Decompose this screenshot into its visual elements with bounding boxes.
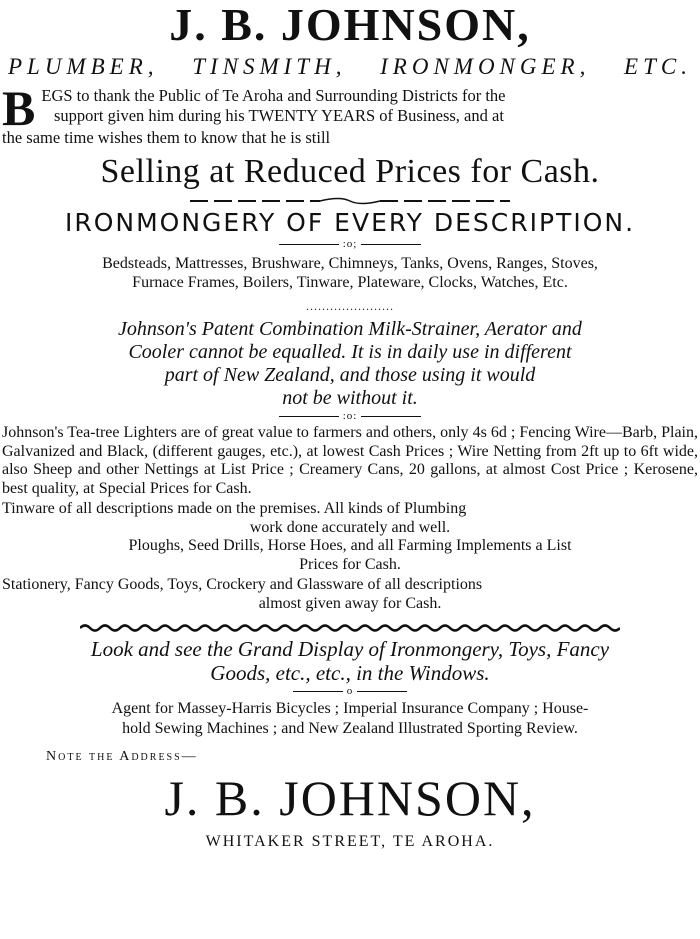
agent-paragraph: [2, 699, 698, 739]
strainer-line-3: part of New Zealand, and those using it would: [164, 364, 536, 386]
stationery-line-2: almost given away for Cash.: [258, 594, 442, 612]
intro-paragraph: [2, 80, 698, 148]
display-paragraph: [2, 637, 698, 685]
ploughs-line-1: Ploughs, Seed Drills, Horse Hoes, and all Farming Implements a List: [128, 537, 572, 554]
ornamental-rule: [190, 196, 510, 206]
separator-2-text: :o:: [342, 410, 358, 422]
note-address: Note the Address—: [46, 749, 198, 764]
trade-tinsmith: TINSMITH,: [192, 54, 347, 79]
trade-ironmonger: IRONMONGER,: [380, 54, 591, 79]
display-line-1: Look and see the Grand Display of Ironmongery, Toys, Fancy: [90, 637, 610, 661]
separator-1-text: :o;: [342, 238, 358, 250]
stationery-paragraph: [2, 576, 698, 613]
dotted-divider: ......................: [306, 299, 394, 313]
ploughs-paragraph: [2, 537, 698, 574]
strainer-line-2: Cooler cannot be equalled. It is in daily use in different: [128, 341, 572, 363]
drop-cap: B: [2, 80, 36, 136]
footer-name: J. B. JOHNSON,: [164, 770, 536, 826]
strainer-line-4: not be without it.: [282, 387, 418, 409]
lighters-paragraph: Johnson's Tea-tree Lighters are of great value to farmers and others, only 4s 6d ; Fencing Wire—Barb, Plain, Galvanized and Black, (different gauges, etc.), at lowest Cash Prices ; Wire Netting from 2ft up to 6ft wide, also Sheep and other Nettings at List Price ; Creamery Cans, 20 gallons, at almost Cost Price ; Kerosene, best quality, at Special Prices for Cash.: [2, 424, 698, 497]
goods-line-2: Furnace Frames, Boilers, Tinware, Plateware, Clocks, Watches, Etc.: [132, 274, 568, 291]
separator-3: [2, 685, 698, 697]
separator-1: [2, 238, 698, 250]
trade-etc: ETC.: [624, 54, 692, 79]
display-line-2: Goods, etc., etc., in the Windows.: [210, 661, 490, 685]
intro-line-2: support given him during his TWENTY YEARS of Business, and at: [54, 106, 504, 125]
tinware-paragraph: [2, 500, 698, 537]
goods-list: [2, 254, 698, 292]
goods-line-1: Bedsteads, Mattresses, Brushware, Chimneys, Tanks, Ovens, Ranges, Stoves,: [102, 255, 598, 272]
footer-address: WHITAKER STREET, TE AROHA.: [205, 833, 495, 850]
strainer-paragraph: [2, 318, 698, 410]
advertisement-page: [0, 2, 700, 939]
tinware-line-1: Tinware of all descriptions made on the premises. All kinds of Plumbing: [2, 500, 467, 517]
separator-3-text: o: [346, 685, 354, 697]
tinware-line-2: work done accurately and well.: [249, 518, 451, 536]
masthead-name: J. B. JOHNSON,: [169, 0, 531, 50]
wavy-rule: [80, 623, 620, 633]
agent-line-1: Agent for Massey-Harris Bicycles ; Imperial Insurance Company ; House-: [111, 700, 589, 717]
strainer-line-1: Johnson's Patent Combination Milk-Strainer, Aerator and: [118, 318, 582, 340]
section-title: IRONMONGERY OF EVERY DESCRIPTION.: [64, 208, 636, 237]
intro-line-3: the same time wishes them to know that he is still: [2, 128, 331, 147]
ploughs-line-2: Prices for Cash.: [299, 555, 401, 573]
trades-line: [2, 54, 698, 80]
separator-2: [2, 410, 698, 422]
trade-plumber: PLUMBER,: [8, 54, 159, 79]
slogan: Selling at Reduced Prices for Cash.: [100, 153, 600, 190]
stationery-line-1: Stationery, Fancy Goods, Toys, Crockery and Glassware of all descriptions: [2, 576, 483, 593]
intro-line-1: EGS to thank the Public of Te Aroha and Surrounding Districts for the: [41, 86, 506, 105]
agent-line-2: hold Sewing Machines ; and New Zealand Illustrated Sporting Review.: [122, 720, 578, 737]
